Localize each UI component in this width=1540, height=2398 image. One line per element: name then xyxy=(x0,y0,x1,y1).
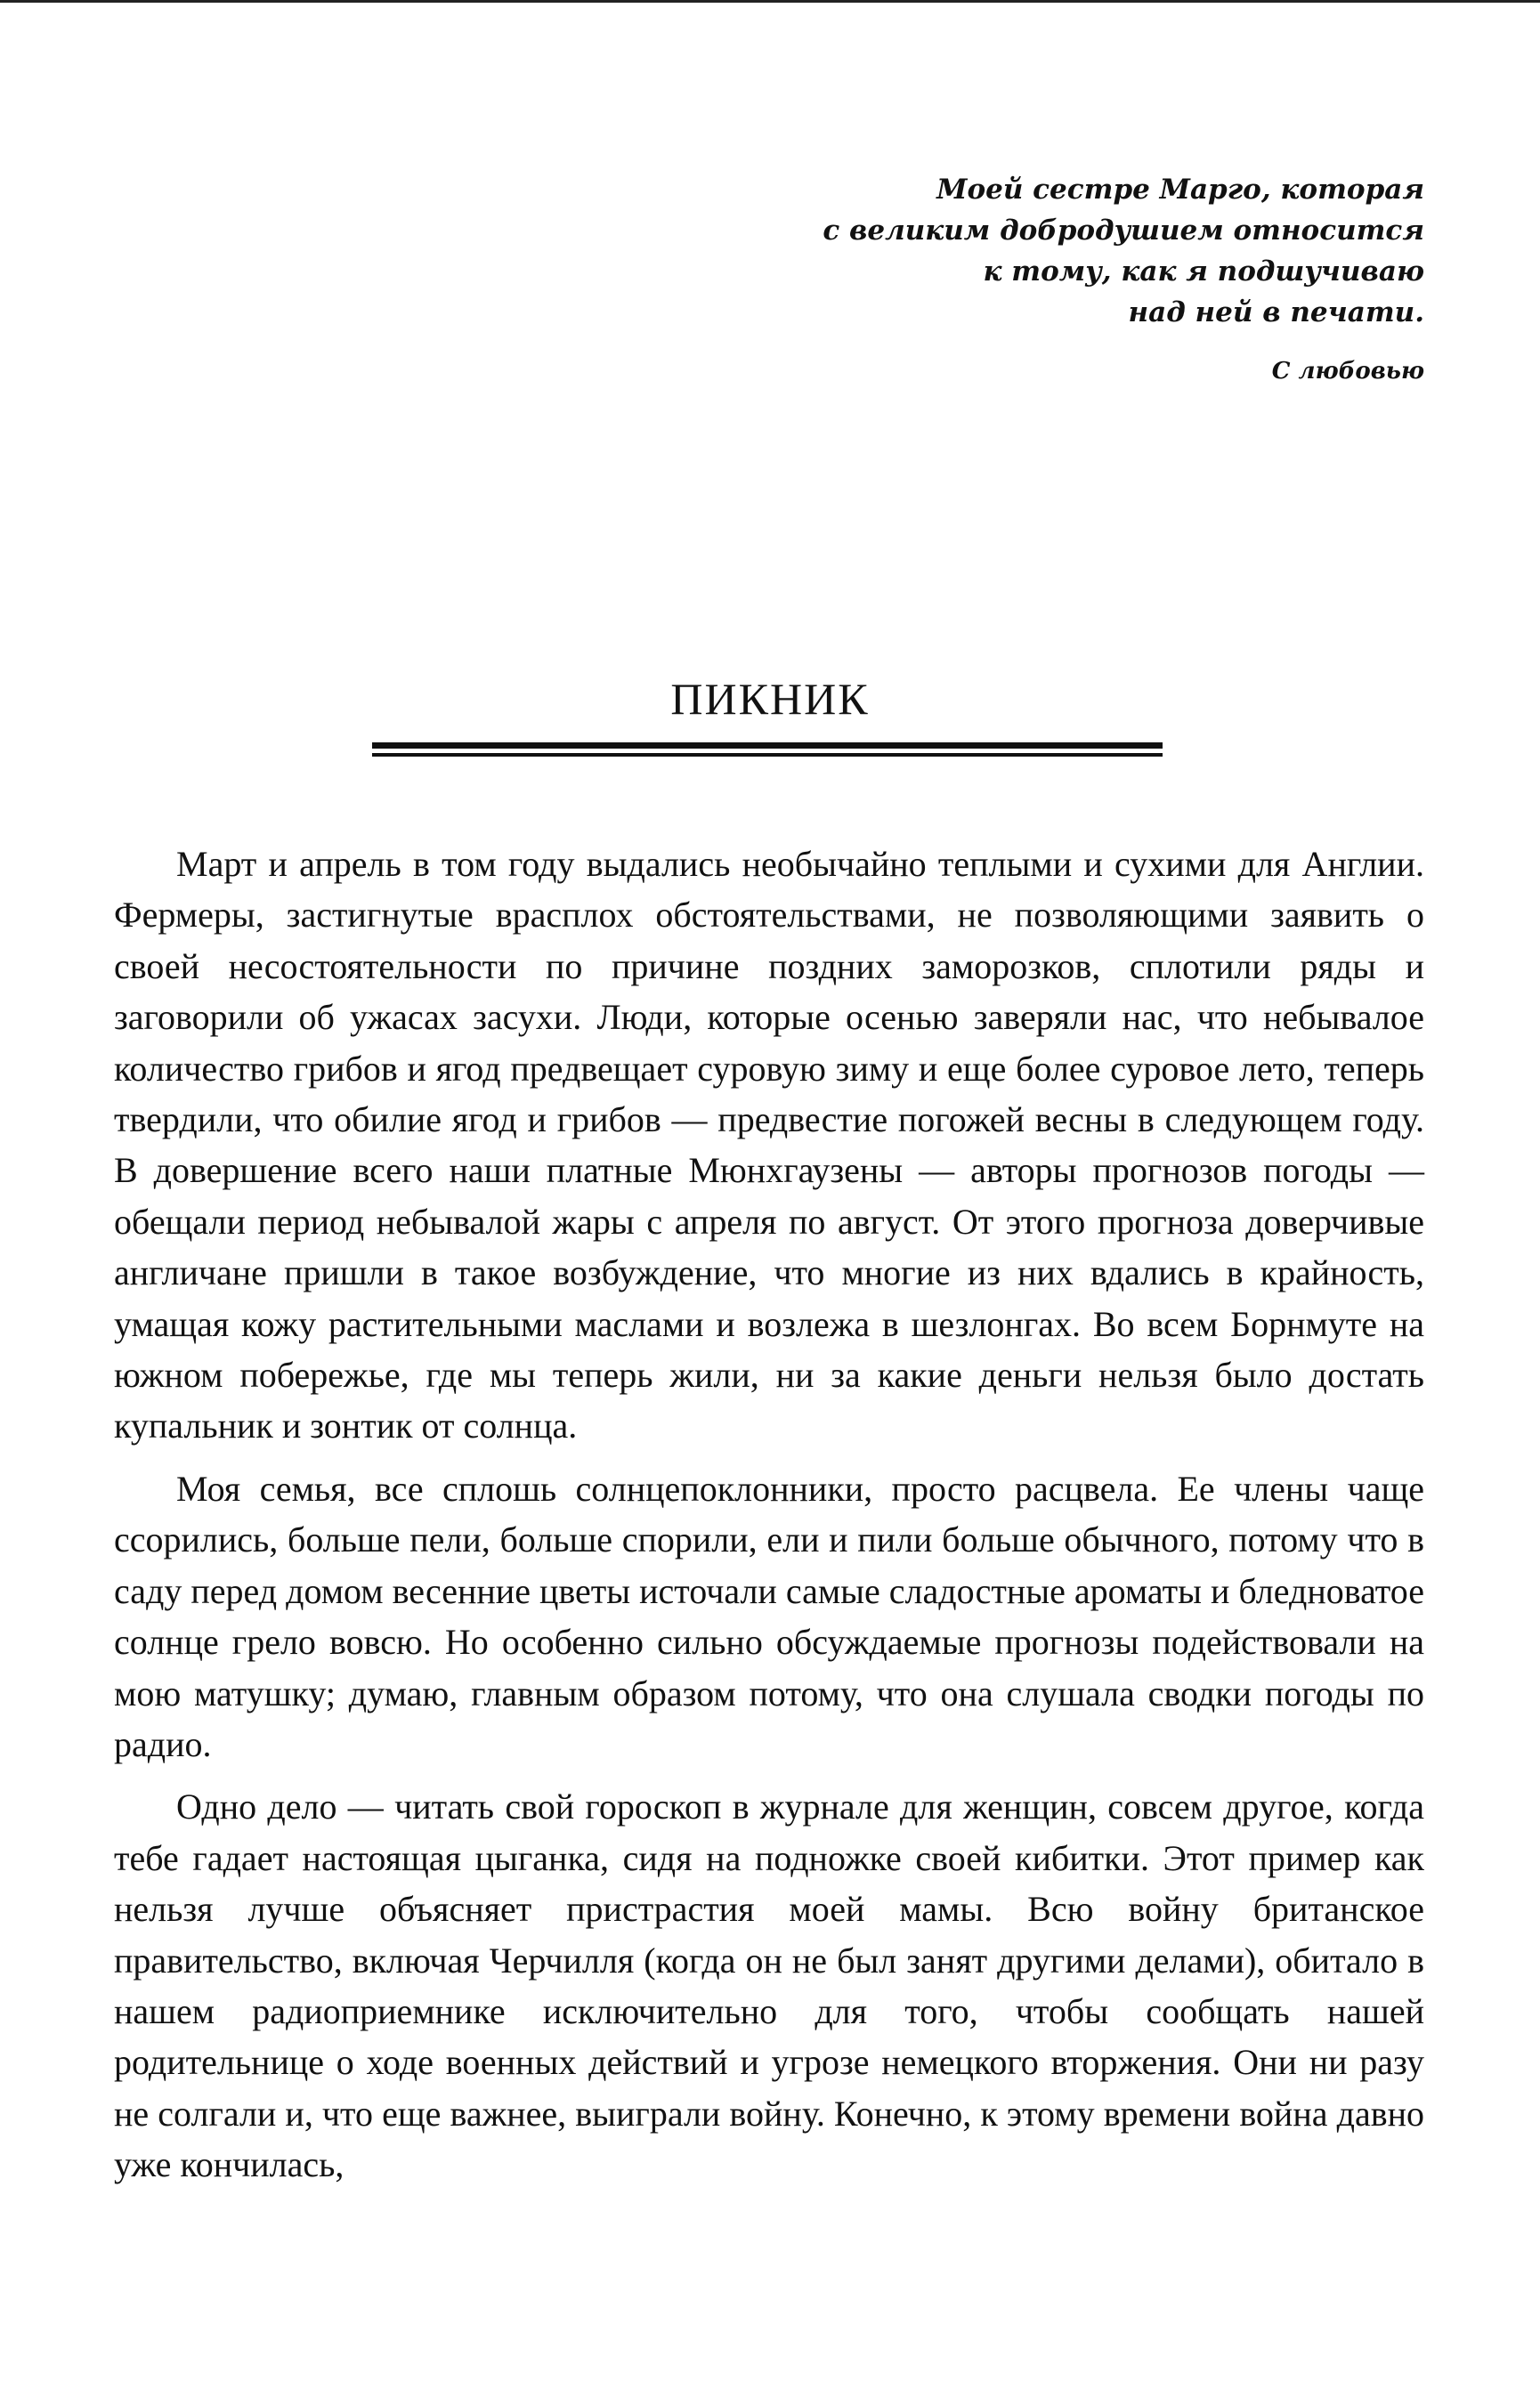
epigraph-line: Моей сестре Марго, которая xyxy=(936,174,1424,206)
epigraph-signature: С любовью xyxy=(1271,358,1424,385)
page-top-edge xyxy=(0,0,1540,3)
epigraph-line: к тому, как я подшучиваю xyxy=(983,255,1424,288)
chapter-title: ПИКНИК xyxy=(670,674,870,724)
paragraph: Март и апрель в том году выдались необычайно теплыми и сухими для Англии. Фермеры, застигнутые врасплох обстоятельствами, не позволяющими заявить о своей несостоятельности по причине поздних заморозков, сплотили ряды и заговорили об ужасах засухи. Люди, которые осенью заверяли нас, что небывалое количество грибов и ягод предвещает суровую зиму и еще более суровое лето, теперь твердили, что обилие ягод и грибов — предвестие погожей весны в следующем году. В довершение всего наши платные Мюнхгаузены — авторы прогнозов погоды — обещали период небывалой жары с апреля по август. От этого прогноза доверчивые англичане пришли в такое возбуждение, что многие из них вдались в крайность, умащая кожу растительными маслами и возлежа в шезлонгах. Во всем Борнмуте на южном побережье, где мы теперь жили, ни за какие деньги нельзя было достать купальник и зонтик от солнца. xyxy=(114,844,1424,1446)
title-divider-thin-line xyxy=(372,753,1163,757)
epigraph-line: с великим добродушием относится xyxy=(823,215,1424,247)
epigraph xyxy=(623,169,1424,392)
epigraph-line: над ней в печати. xyxy=(1128,296,1424,328)
title-divider-thick-line xyxy=(372,742,1163,749)
paragraph: Одно дело — читать свой гороскоп в журнале для женщин, совсем другое, когда тебе гадает настоящая цыганка, сидя на подножке своей кибитки. Этот пример как нельзя лучше объясняет пристрастия моей мамы. Всю войну британское правительство, включая Черчилля (когда он не был занят другими делами), обитало в нашем радиоприемнике исключительно для того, чтобы сообщать нашей родительнице о ходе военных действий и угрозе немецкого вторжения. Они ни разу не солгали и, что еще важнее, выиграли войну. Конечно, к этому времени война давно уже кончилась, xyxy=(114,1786,1424,2185)
paragraph: Моя семья, все сплошь солнцепоклонники, просто расцвела. Ее члены чаще ссорились, больше пели, больше спорили, ели и пили больше обычного, потому что в саду перед домом весенние цветы источали самые сладостные ароматы и бледноватое солнце грело вовсю. Но особенно сильно обсуждаемые прогнозы подействовали на мою матушку; думаю, главным образом потому, что она слушала сводки погоды по радио. xyxy=(114,1468,1424,1764)
title-divider xyxy=(372,742,1163,758)
body-text xyxy=(114,838,1424,2191)
